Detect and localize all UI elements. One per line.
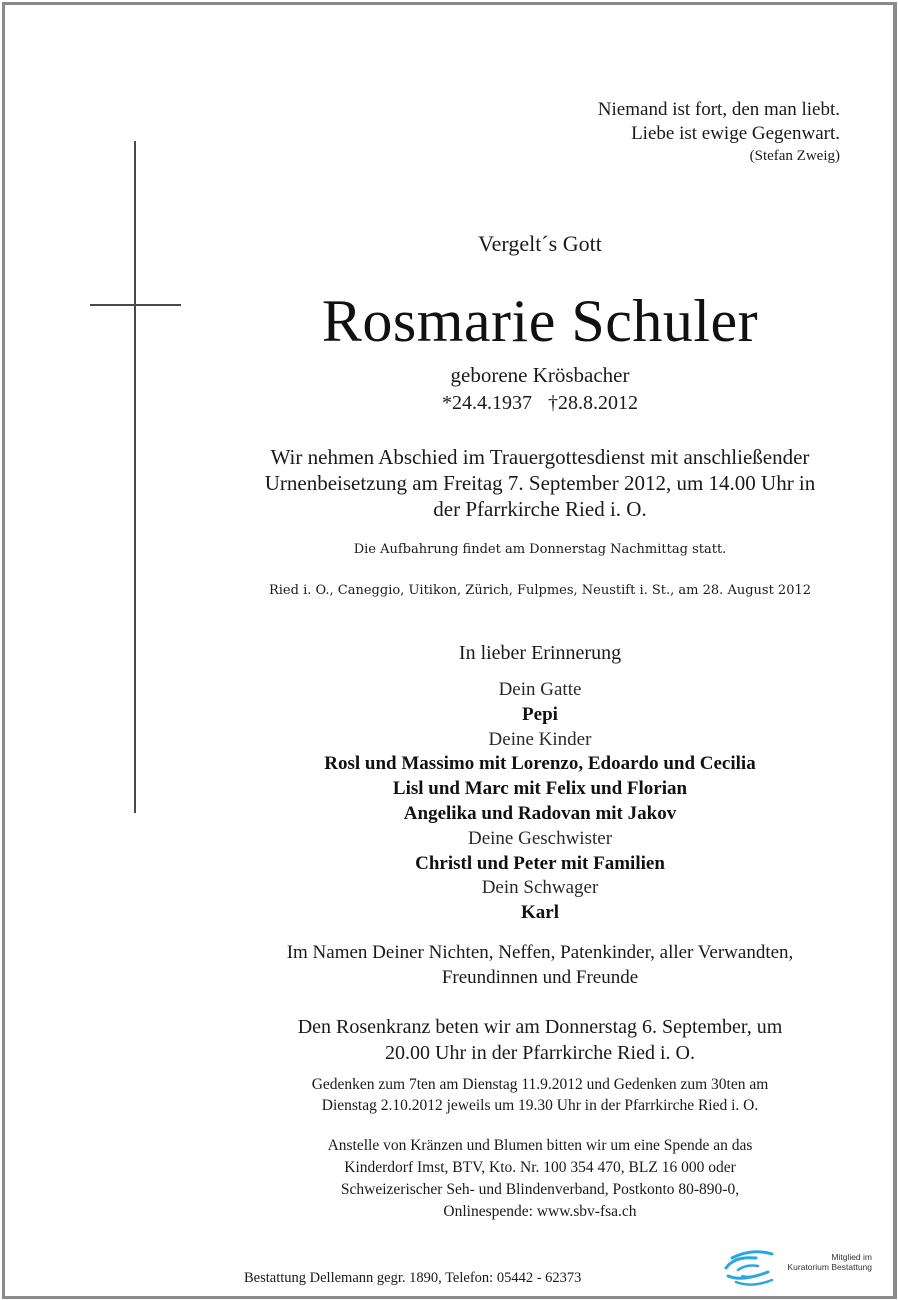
cross-icon-horizontal [90,304,181,306]
rosary-line: 20.00 Uhr in der Pfarrkirche Ried i. O. [385,1042,695,1064]
death-date: †28.8.2012 [548,392,638,414]
logo-text [787,1252,872,1272]
quote-line: Niemand ist fort, den man liebt. [597,99,840,120]
service-line: der Pfarrkirche Ried i. O. [433,497,647,521]
relation-label: Dein Gatte [498,679,582,700]
deceased-name: Rosmarie Schuler [321,288,759,354]
mourner-names: Angelika und Radovan mit Jakov [403,802,677,824]
mourner-names: Christl und Peter mit Familien [415,852,665,874]
donation-line: Onlinespende: www.sbv-fsa.ch [443,1203,637,1220]
viewing-notice: Die Aufbahrung findet am Donnerstag Nachmittag statt. [353,542,727,557]
service-line: Wir nehmen Abschied im Trauergottesdienst mit anschließender [270,445,810,469]
logo-line: Kuratorium Bestattung [787,1262,872,1272]
relation-label: Deine Kinder [488,728,592,750]
service-announcement [230,444,850,522]
logo-line: Mitglied im [831,1252,872,1262]
undertaker-info: Bestattung Dellemann gegr. 1890, Telefon: 05442 - 62373 [244,1270,582,1286]
mourners-list [230,678,850,926]
memorial-line: Dienstag 2.10.2012 jeweils um 19.30 Uhr in der Pfarrkirche Ried i. O. [321,1097,759,1114]
on-behalf-of [230,940,850,990]
mourners-heading: In lieber Erinnerung [458,642,622,664]
birth-date: *24.4.1937 [442,392,532,414]
cross-icon-vertical [134,141,136,813]
donation-line: Anstelle von Kränzen und Blumen bitten wir um eine Spende an das [327,1137,753,1154]
life-dates [230,390,850,416]
rosary-notice [230,1014,850,1066]
memorial-line: Gedenken zum 7ten am Dienstag 11.9.2012 und Gedenken zum 30ten am [311,1076,769,1093]
greeting: Vergelt´s Gott [478,231,602,256]
service-line: Urnenbeisetzung am Freitag 7. September 2012, um 14.00 Uhr in [264,471,816,495]
quote-block [598,98,840,166]
mourner-names: Karl [521,902,559,924]
mourner-names: Rosl und Massimo mit Lorenzo, Edoardo und Cecilia [324,753,756,775]
swirl-logo-icon [722,1248,792,1288]
relation-label: Dein Schwager [481,877,599,899]
mourner-names: Pepi [522,703,558,725]
donation-notice [230,1135,850,1223]
quote-line: Liebe ist ewige Gegenwart. [631,123,840,144]
relation-label: Deine Geschwister [467,827,613,849]
memorial-notice [230,1074,850,1116]
places-date: Ried i. O., Caneggio, Uitikon, Zürich, Fulpmes, Neustift i. St., am 28. August 2012 [268,583,812,598]
donation-line: Schweizerischer Seh- und Blindenverband, Postkonto 80-890-0, [340,1181,740,1198]
on-behalf-line: Freundinnen und Freunde [441,967,639,988]
mourner-names: Lisl und Marc mit Felix und Florian [392,778,688,800]
kuratorium-logo [722,1248,872,1288]
donation-line: Kinderdorf Imst, BTV, Kto. Nr. 100 354 470, BLZ 16 000 oder [344,1159,736,1176]
rosary-line: Den Rosenkranz beten wir am Donnerstag 6. September, um [297,1016,783,1038]
maiden-name: geborene Krösbacher [450,363,630,387]
on-behalf-line: Im Namen Deiner Nichten, Neffen, Patenkinder, aller Verwandten, [286,942,794,963]
quote-author: (Stefan Zweig) [749,148,840,164]
